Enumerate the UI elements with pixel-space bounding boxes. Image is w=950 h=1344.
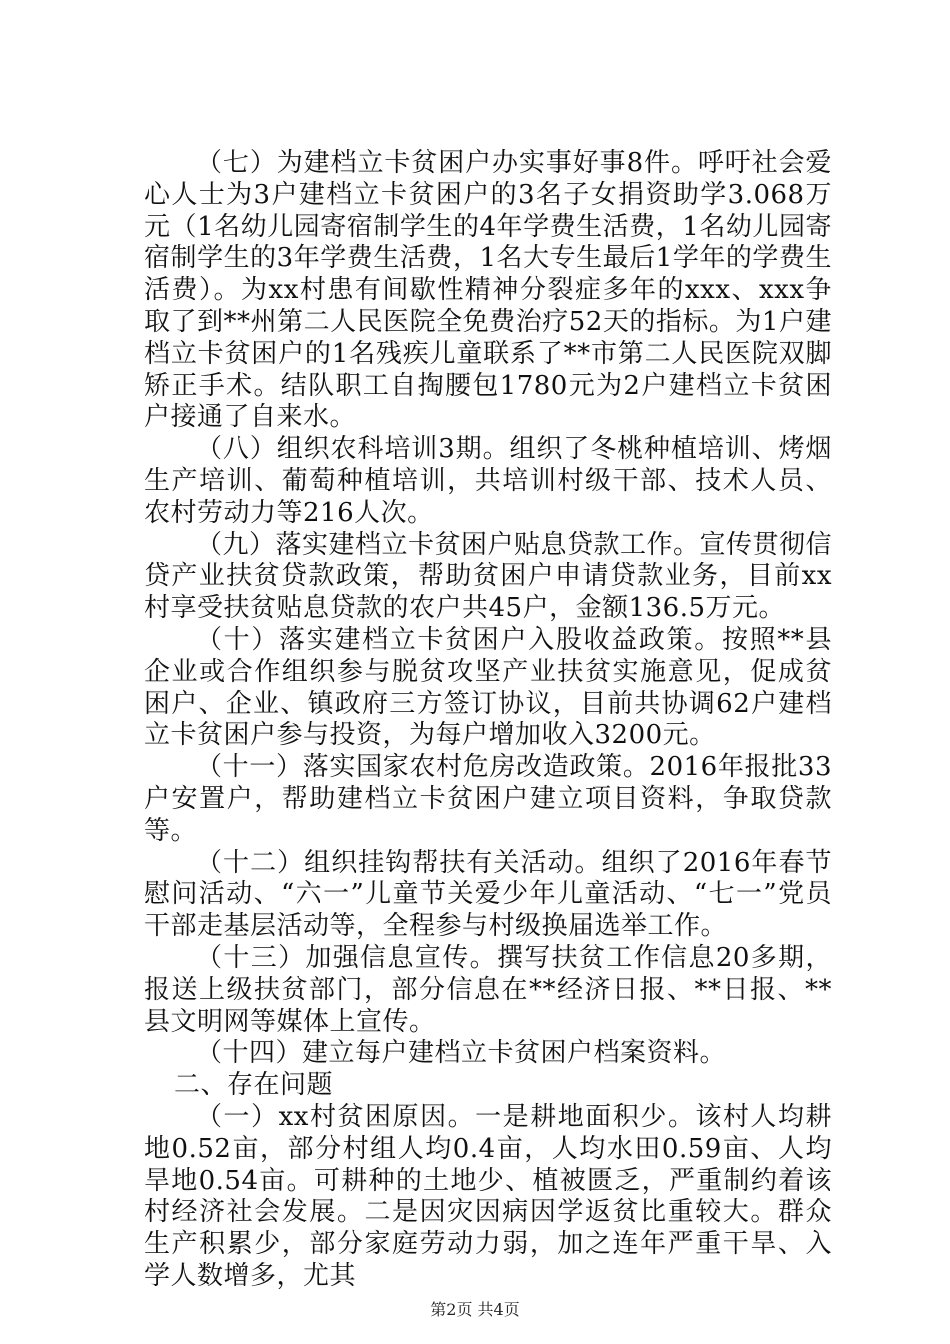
paragraph-13: （十三）加强信息宣传。撰写扶贫工作信息20多期，报送上级扶贫部门，部分信息在**经济日报、**日报、**县文明网等媒体上宣传。 (144, 942, 832, 1037)
document-body (144, 148, 832, 1293)
paragraph-8: （八）组织农科培训3期。组织了冬桃种植培训、烤烟生产培训、葡萄种植培训，共培训村级干部、技术人员、农村劳动力等216人次。 (144, 434, 832, 528)
paragraph-problems-1: （一）xx村贫困原因。一是耕地面积少。该村人均耕地0.52亩，部分村组人均0.4亩，人均水田0.59亩、人均旱地0.54亩。可耕种的土地少、植被匮乏，严重制约着该村经济社会发展。二是因灾因病因学返贫比重较大。群众生产积累少，部分家庭劳动力弱，加之连年严重干旱、入学人数增多，尤其 (144, 1101, 832, 1291)
paragraph-9: （九）落实建档立卡贫困户贴息贷款工作。宣传贯彻信贷产业扶贫贷款政策，帮助贫困户申请贷款业务，目前xx村享受扶贫贴息贷款的农户共45户，金额136.5万元。 (144, 529, 833, 624)
paragraph-10: （十）落实建档立卡贫困户入股收益政策。按照**县企业或合作组织参与脱贫攻坚产业扶贫实施意见，促成贫困户、企业、镇政府三方签订协议，目前共协调62户建档立卡贫困户参与投资，为每户增加收入3200元。 (144, 624, 832, 751)
paragraph-12: （十二）组织挂钩帮扶有关活动。组织了2016年春节慰问活动、“六一”儿童节关爱少年儿童活动、“七一”党员干部走基层活动等，全程参与村级换届选举工作。 (144, 847, 832, 942)
paragraph-7: （七）为建档立卡贫困户办实事好事8件。呼吁社会爱心人士为3户建档立卡贫困户的3名子女捐资助学3.068万元（1名幼儿园寄宿制学生的4年学费生活费，1名幼儿园寄宿制学生的3年学费生活费，1名大专生最后1学年的学费生活费）。为xx村患有间歇性精神分裂症多年的xxx、xxx争取了到**州第二人民医院全免费治疗52天的指标。为1户建档立卡贫困户的1名残疾儿童联系了**市第二人民医院双脚矫正手术。结队职工自掏腰包1780元为2户建档立卡贫困户接通了自来水。 (144, 148, 832, 433)
paragraph-11: （十一）落实国家农村危房改造政策。2016年报批33户安置户，帮助建档立卡贫困户建立项目资料，争取贷款等。 (144, 752, 832, 846)
paragraph-14: （十四）建立每户建档立卡贫困户档案资料。 (196, 1038, 727, 1069)
page-footer: 第2页 共4页 (430, 1300, 520, 1319)
section-heading-problems: 二、存在问题 (174, 1070, 334, 1101)
